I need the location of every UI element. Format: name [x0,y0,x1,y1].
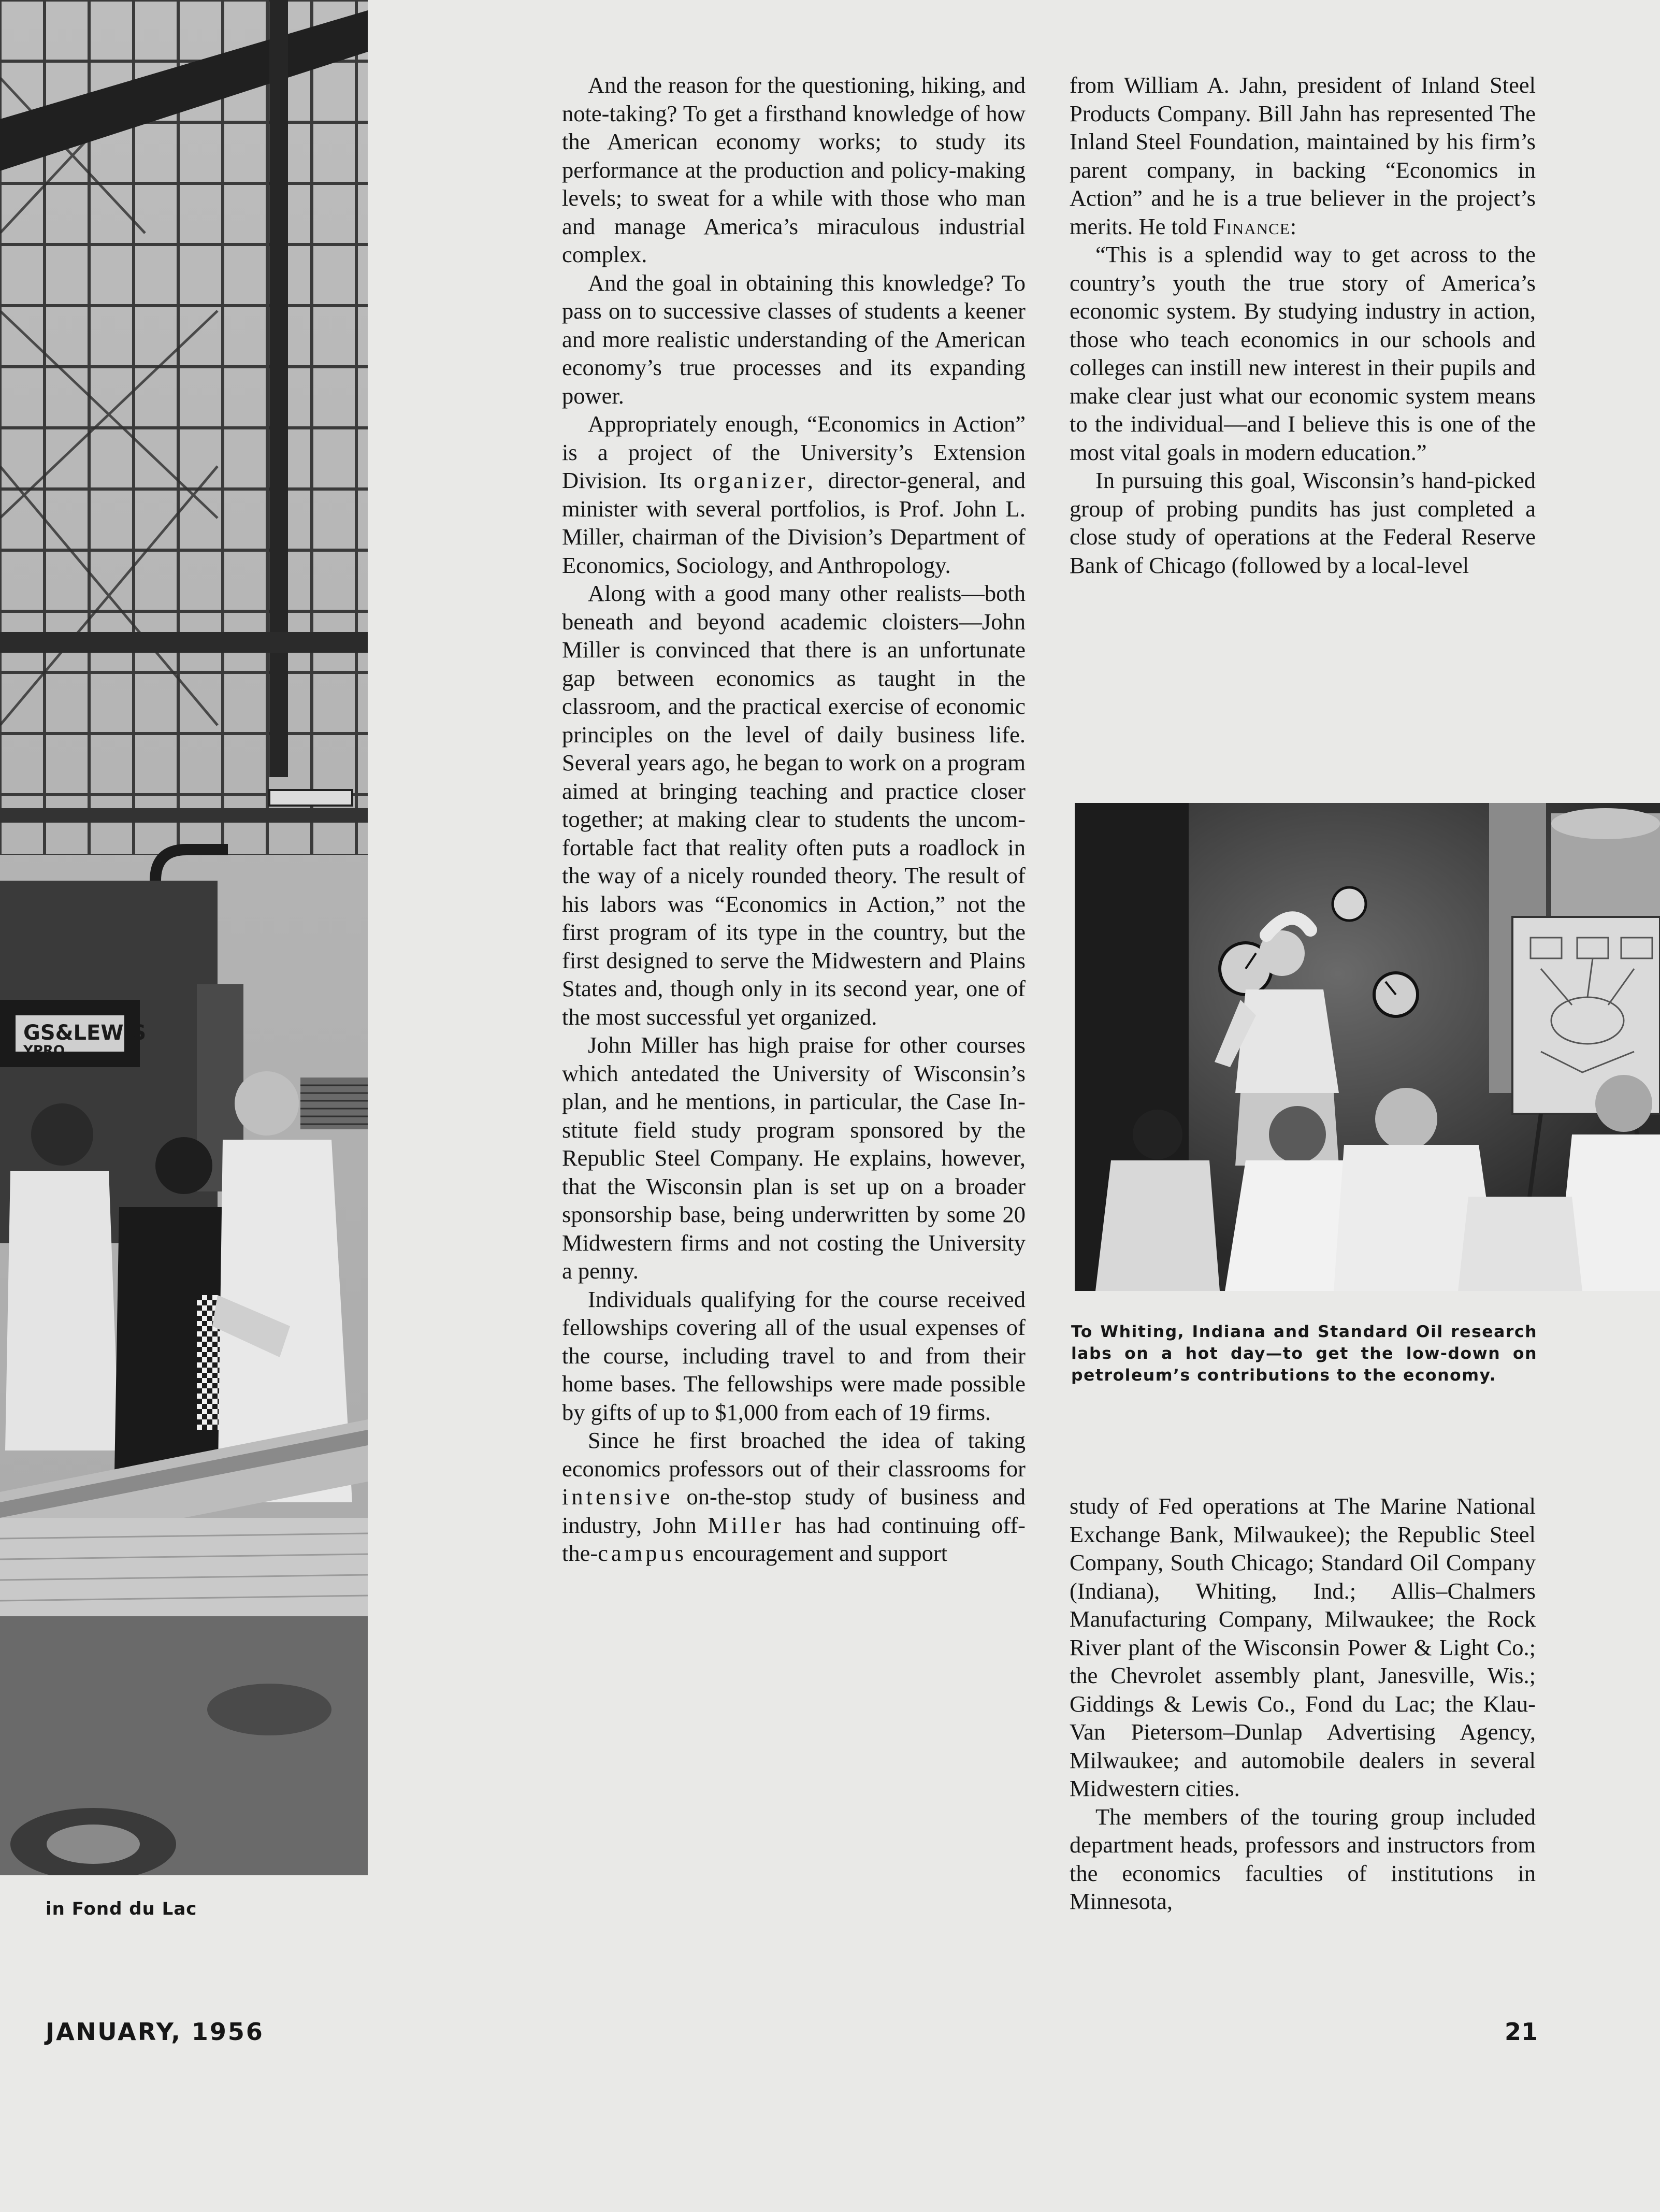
text-column-2-bottom [1070,1492,1536,1916]
left-photo-caption: in Fond du Lac [46,1899,197,1919]
col2-paragraph-3: In pursuing this goal, Wisconsin’s hand-picked group of probing pundits has just completed a close study of operations at the Federal Reserve Bank of Chicago (followed by a local-level [1070,467,1536,578]
col1-p7-spaced-2: Miller [708,1512,784,1538]
col2-paragraph-1 [1070,71,1536,240]
issue-date: JANUARY, 1956 [46,2018,264,2046]
text-column-2-top [1070,71,1536,579]
factory-photo [0,0,368,1875]
col1-paragraph-4: Along with a good many other realists—both beneath and beyond academic cloisters—John Miller is convinced that there is an unfortunate gap between economics as taught in the classroom, and the practical exercise of economic principles on the level of daily business life. Several years ago, he began to work on a program aimed at bringing teaching and practice closer together; at making clear to students the uncomfortable fact that reality often puts a roadlock in the way of a nicely rounded theory. The result of his labors was “Economics in Action,” not the first program of its type in the country, but the first designed to serve the Midwestern and Plains States and, though only in its second year, one of the most successful yet organized. [562,580,1026,1030]
col2-p1-text-b: : [1290,213,1297,239]
text-column-1 [562,71,1026,1568]
col2-paragraph-2: “This is a splendid way to get across to the country’s youth the true story of America’s economic system. By studying industry in action, those who teach economics in our schools and colleges can instill new interest in their pupils and make clear just what our economic system means to the individual—and I believe this is one of the most vital goals in modern education.” [1070,241,1536,465]
col2-paragraph-5: The members of the touring group included department heads, professors and instructors from the economics faculties of institutions in Minnesota, [1070,1803,1536,1914]
col1-p7-text-d: encouragement and support [687,1540,948,1566]
col1-paragraph-3 [562,410,1026,579]
col1-paragraph-1: And the reason for the questioning, hiking, and note-taking? To get a firsthand knowledge of how the American economy works; to study its performance at the production and policy-making levels; to sweat for a while with those who man and manage America’s miraculous industrial complex. [562,72,1026,267]
col2-finance-word: Finance [1212,213,1290,239]
col2-paragraph-4: study of Fed operations at The Marine National Exchange Bank, Milwaukee); the Republic Steel Company, South Chicago; Standard Oil Company (Indiana), Whiting, Ind.; Allis–Chalmers Manufacturing Company, Milwaukee; the Rock River plant of the Wisconsin Power & Light Co.; the Chevrolet assembly plant, Janesville, Wis.; Giddings & Lewis Co., Fond du Lac; the Klau-Van Pietersom–Dunlap Advertising Agency, Milwaukee; and automobile dealers in several Midwestern cities. [1070,1493,1536,1801]
factory-photo-illustration [0,0,368,1875]
col1-p7-text-a: Since he first broached the idea of taking economics professors out of their classrooms for [562,1427,1026,1482]
col1-p7-spaced-1: intensive [562,1484,673,1510]
col1-p7-spaced-3: campus [598,1540,687,1566]
lab-lecture-photo-illustration [1075,803,1660,1291]
lab-lecture-photo [1075,803,1660,1291]
col1-p3-text-b: director-general, and minister with several portfolios, is Prof. John L. Miller, chairman of the Division’s Department of Economics, Sociology, and Anthropology. [562,467,1026,578]
col1-paragraph-5: John Miller has high praise for other courses which antedated the University of Wisconsin’s plan, and he mentions, in particular, the Case Institute field study program sponsored by the Republic Steel Company. He explains, however, that the Wisconsin plan is set up on a broader sponsorship base, being underwritten by some 20 Midwestern firms and not costing the University a penny. [562,1032,1026,1284]
col1-paragraph-7 [562,1426,1026,1568]
col1-p7-text-c: has had continuing off-the- [562,1512,1026,1566]
right-photo-caption: To Whiting, Indiana and Standard Oil research labs on a hot day—to get the low-down on petroleum’s contributions to the economy. [1071,1323,1537,1385]
machine-sign-text: GS&LEWIS [23,1021,147,1045]
col1-p3-text-a: Appropriately enough, “Economics in Action” is a project of the University’s Extension Division. Its [562,411,1026,493]
machine-sign-text-2: YPRO [23,1043,65,1059]
col1-paragraph-2: And the goal in obtaining this knowledge? To pass on to successive classes of students a keener and more realistic understanding of the American economy’s true processes and its expanding power. [562,269,1026,409]
col1-p3-spaced-word: organizer, [694,467,816,493]
col1-p7-text-b: on-the-stop study of business and industry, John [562,1484,1026,1538]
col2-p1-text-a: from William A. Jahn, president of Inland Steel Products Company. Bill Jahn has represented The Inland Steel Foundation, maintained by his firm’s parent company, in backing “Economics in Action” and he is a true believer in the project’s merits. He told [1070,72,1536,239]
page-number: 21 [1505,2018,1538,2046]
col1-paragraph-6: Individuals qualifying for the course received fellowships covering all of the usual expenses of the course, including travel to and from their home bases. The fellowships were made possible by gifts of up to $1,000 from each of 19 firms. [562,1286,1026,1425]
